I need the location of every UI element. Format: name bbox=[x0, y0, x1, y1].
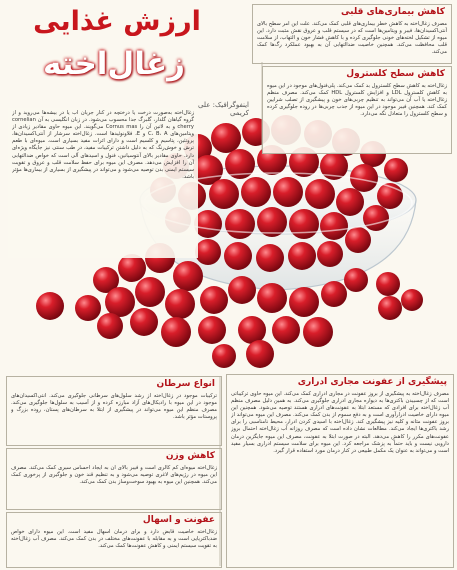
section-cancer-heading: انواع سرطان bbox=[156, 379, 215, 389]
section-cholesterol-heading: کاهش سطح کلسترول bbox=[346, 69, 445, 79]
author-credit: اینفوگرافیک: علی کریمی bbox=[198, 101, 249, 117]
section-weight-heading: کاهش وزن bbox=[165, 451, 215, 461]
page-title-line-2: زغال‌اخته bbox=[43, 46, 185, 82]
section-infection-text: زغال‌اخته خاصیت قابض دارد و برای درمان اسهال مفید است. این میوه دارای خواص ضدباکتریایی است و به مقابله با عفونت‌های مختلف در بدن کمک می‌کند. مصرف آب زغال‌اخته به تقویت سیستم ایمنی و کاهش عفونت‌ها کمک می‌کند. bbox=[11, 529, 217, 550]
section-weight-text: زغال‌اخته میوه‌ای کم کالری است و فیبر بالای آن به ایجاد احساس سیری کمک می‌کند. مصرف این میوه در رژیم‌های لاغری توصیه می‌شود و به تنظیم قند خون و جلوگیری از پرخوری کمک می‌کند. همچنین این میوه به بهبود سوخت‌وساز بدن کمک می‌کند. bbox=[11, 465, 217, 486]
section-heart-heading: کاهش بیماری‌های قلبی bbox=[341, 7, 445, 17]
section-heart-text: مصرف زغال‌اخته به کاهش خطر بیماری‌های قلبی کمک می‌کند. علت این امر سطح بالای آنتی‌اکسیدان‌ها، فیبر و ویتامین‌ها است که در سیستم قلب و عروق نقش مثبت دارد. این میوه از تشکیل لخته‌های خونی جلوگیری کرده و با کاهش فشار خون و التهاب، از سلامت قلب محافظت می‌کند. همچنین خاصیت ضدالتهابی آن به بهبود عملکرد رگ‌ها کمک می‌کند. bbox=[257, 21, 447, 56]
page-title-line-1: ارزش غذایی bbox=[33, 6, 201, 37]
section-urinary-heading: پیشگیری از عفونت مجاری ادراری bbox=[297, 377, 447, 387]
intro-text: زغال‌اخته به‌صورت درخت یا درختچه در کنار جریان آب یا در بیشه‌ها می‌روید و از گروه گیاهان گلدار، گلبرگ جدا محسوب می‌شود. در زبان انگلیسی به آن cornelian cherry و به لاتین آن را Cornus mas می‌گویند. این میوه حاوی مقادیر زیادی از ویتامین‌های C، B، A و E، فلاونوئیدها است. زغال‌اخته سرشار از آنتی‌اکسیدان‌ها، پروتئین، پتاسیم و کلسیم است و دارای اثرات مفید بسیاری است. میوه‌ای با طعم ترش و خوش‌رنگ که به دلیل داشتن ترکیبات مفید، در طب سنتی نیز جایگاه ویژه‌ای دارد. حاوی مقادیر بالای آنتوسیانین، فنول و اسیدهای آلی است که خواص ضدالتهابی آن را افزایش می‌دهد. مصرف این میوه برای حفظ سلامت قلب و عروق و تقویت سیستم ایمنی بدن توصیه می‌شود و می‌تواند در پیشگیری از بسیاری از بیماری‌ها مؤثر باشد. bbox=[12, 110, 194, 180]
section-urinary-text: مصرف زغال‌اخته به پیشگیری از بروز عفونت در مجاری ادراری کمک می‌کند. این میوه حاوی ترکیباتی است که از چسبیدن باکتری‌ها به دیواره مجاری ادراری جلوگیری می‌کند. به همین دلیل مصرف منظم آب زغال‌اخته برای افرادی که مستعد ابتلا به عفونت‌های ادراری هستند توصیه می‌شود. همچنین این میوه دارای خاصیت ادرارآوری است و به دفع سموم از بدن کمک می‌کند. مصرف این میوه می‌تواند از بروز عفونت مثانه و کلیه نیز پیشگیری کند. زغال‌اخته با اسیدی کردن ادرار، محیط نامناسبی را برای رشد باکتری‌ها ایجاد می‌کند. مطالعات نشان داده است که مصرف روزانه آب زغال‌اخته احتمال بروز عفونت‌های مکرر را کاهش می‌دهد. البته در صورت ابتلا به عفونت، مصرف این میوه جایگزین درمان دارویی نیست و باید حتماً به پزشک مراجعه کرد. این میوه برای سلامت سیستم ادراری بسیار مفید است و می‌تواند به عنوان یک مکمل طبیعی در کنار درمان مورد استفاده قرار گیرد. bbox=[231, 391, 449, 454]
section-infection-heading: عفونت و اسهال bbox=[142, 515, 215, 525]
section-cancer-text: ترکیبات موجود در زغال‌اخته از رشد سلول‌های سرطانی جلوگیری می‌کند. آنتی‌اکسیدان‌های موجود در این میوه با رادیکال‌های آزاد مبارزه کرده و از آسیب به سلول‌ها جلوگیری می‌کند. مصرف منظم این میوه می‌تواند در پیشگیری از ابتلا به سرطان‌های پستان، روده بزرگ و پروستات مؤثر باشد. bbox=[11, 393, 217, 421]
section-cholesterol-text: زغال‌اخته به کاهش سطح کلسترول بد کمک می‌کند. پلی‌فنول‌های موجود در این میوه به کاهش کلسترول LDL و افزایش کلسترول HDL کمک می‌کند. مصرف منظم زغال‌اخته یا آب آن می‌تواند به تنظیم چربی‌های خون و پیشگیری از تصلب شرایین کمک کند. همچنین فیبر موجود در این میوه از جذب چربی‌ها در روده جلوگیری کرده و سطح کلسترول را متعادل نگه می‌دارد. bbox=[267, 83, 447, 118]
